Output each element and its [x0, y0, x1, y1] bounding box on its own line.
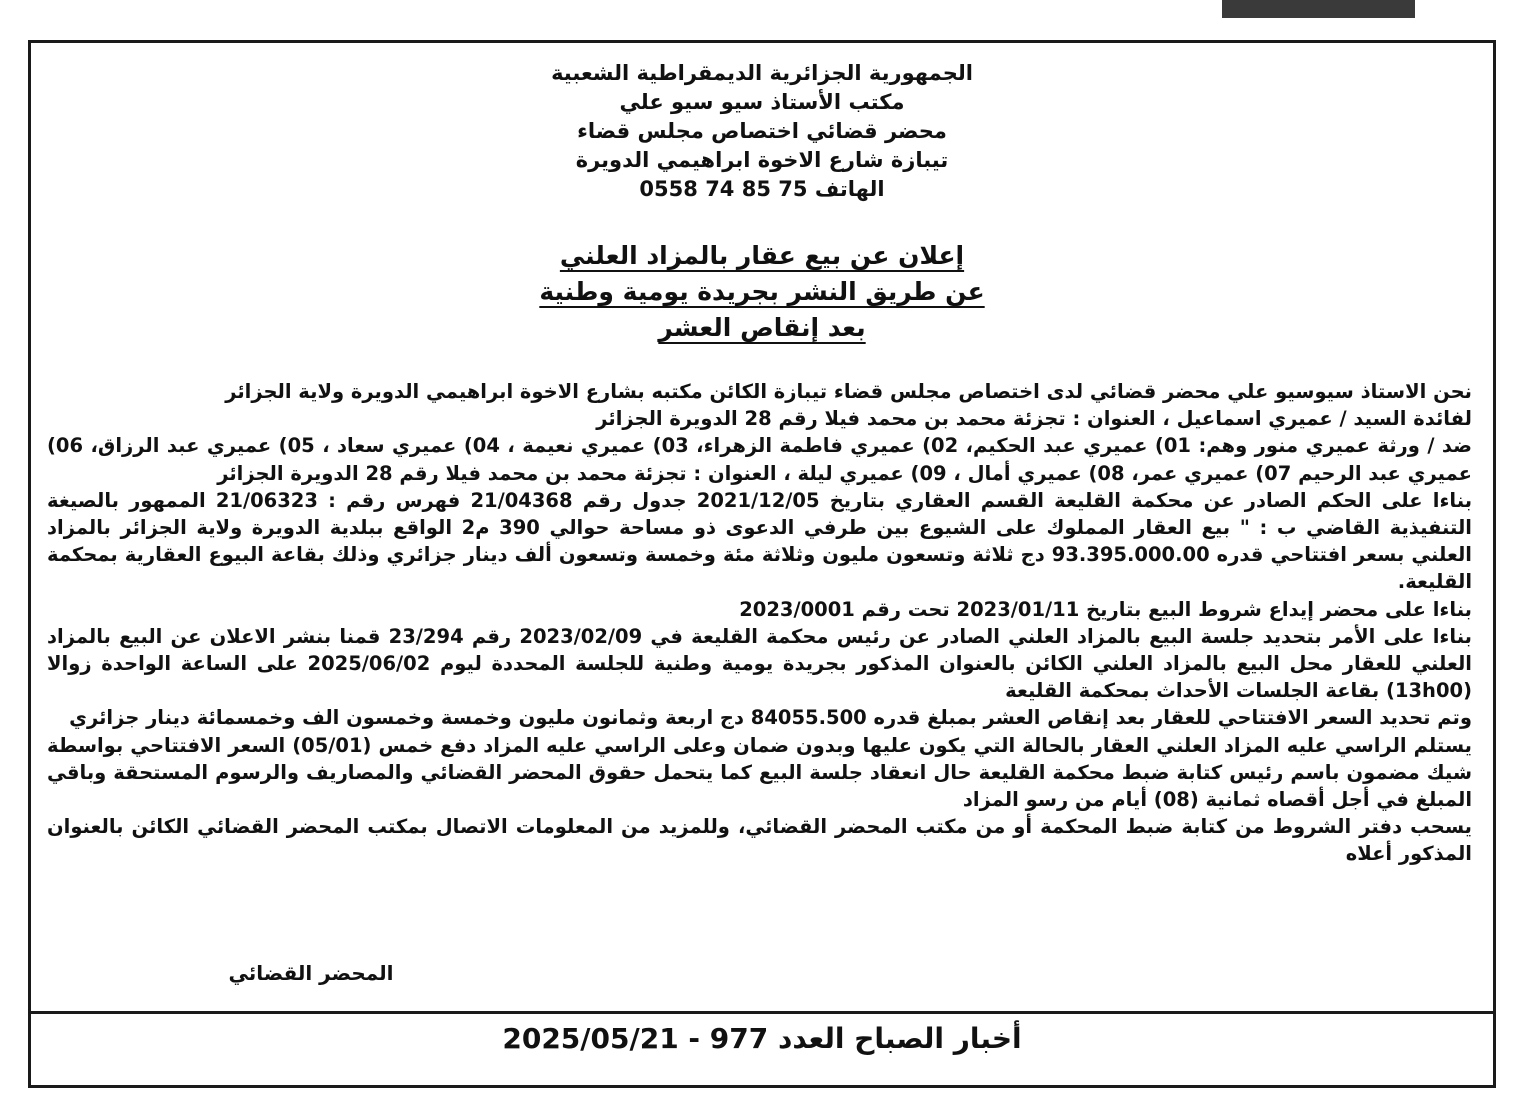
paragraph-order: بناءا على الأمر بتحديد جلسة البيع بالمزاد العلني الصادر عن رئيس محكمة القليعة في 2023/02/09 رقم 23/294 قمنا بنشر الاعلان عن البيع بالمزاد العلني للعقار محل البيع بالمزاد العلني الكائن بالعنوان المذكور بجريدة يومية وطنية للجلسة المحددة ليوم 2025/06/02 على الساعة الواحدة زوالا (13h00) بقاعة الجلسات الأحداث بمحكمة القليعة	[47, 624, 1472, 703]
header-republic: الجمهورية الجزائرية الديمقراطية الشعبية	[551, 61, 973, 85]
paragraph-conditions-deposit: بناءا على محضر إيداع شروط البيع بتاريخ 2023/01/11 تحت رقم 2023/0001	[739, 597, 1472, 621]
announcement-title	[31, 238, 1493, 346]
paragraph-bailiff: نحن الاستاذ سيوسيو علي محضر قضائي لدى اختصاص مجلس قضاء تيبازة الكائن مكتبه بشارع الاخوة ابراهيمي الدويرة ولاية الجزائر	[225, 380, 1472, 403]
paragraph-contact: يسحب دفتر الشروط من كتابة ضبط المحكمة أو من مكتب المحضر القضائي، وللمزيد من المعلومات الاتصال بمكتب المحضر القضائي الكائن بالعنوان المذكور أعلاه	[47, 815, 1472, 866]
announcement-body	[47, 378, 1472, 868]
announcement-frame	[28, 40, 1496, 1088]
header-office: مكتب الأستاذ سيو سيو علي	[619, 90, 905, 114]
title-line-2: عن طريق النشر بجريدة يومية وطنية	[539, 277, 985, 306]
title-line-1: إعلان عن بيع عقار بالمزاد العلني	[559, 241, 965, 270]
paragraph-payment-terms: يستلم الراسي عليه المزاد العلني العقار بالحالة التي يكون عليها وبدون ضمان وعلى الراسي عليه المزاد دفع خمس (05/01) السعر الافتتاحي بواسطة شيك مضمون باسم رئيس كتابة ضبط محكمة القليعة حال انعقاد جلسة البيع كما يتحمل حقوق المحضر القضائي والمصاريف والرسوم المستحقة وباقي المبلغ في أجل أقصاه ثمانية (08) أيام من رسو المزاد	[47, 733, 1472, 812]
header-phone: الهاتف 75 85 74 0558	[639, 177, 885, 201]
footer-divider	[31, 1011, 1493, 1014]
signature: المحضر القضائي	[228, 961, 394, 985]
header-address: تيبازة شارع الاخوة ابراهيمي الدويرة	[575, 148, 949, 172]
publication-footer: 2025/05/21 - أخبار الصباح العدد 977	[502, 1022, 1022, 1055]
office-header	[31, 59, 1493, 204]
paragraph-defendants: ضد / ورثة عميري منور وهم: 01) عميري عبد الحكيم، 02) عميري فاطمة الزهراء، 03) عميري نعيمة ، 04) عميري سعاد ، 05) عميري عبد الرزاق، 06) عميري عبد الرحيم 07) عميري عمر، 08) عميري أمال ، 09) عميري ليلة ، العنوان : تجزئة محمد بن محمد فيلا رقم 28 الدويرة الجزائر	[47, 434, 1473, 485]
top-corner-bar	[1222, 0, 1415, 18]
paragraph-opening-price: وتم تحديد السعر الافتتاحي للعقار بعد إنقاص العشر بمبلغ قدره 84055.500 دج اربعة وثمانون مليون وخمسة وخمسون الف وخمسمائة دينار جزائري	[69, 706, 1472, 730]
title-line-3: بعد إنقاص العشر	[658, 313, 866, 342]
paragraph-beneficiary: لفائدة السيد / عميري اسماعيل ، العنوان : تجزئة محمد بن محمد فيلا رقم 28 الدويرة الجزائر	[596, 407, 1472, 431]
header-bailiff: محضر قضائي اختصاص مجلس قضاء	[577, 119, 947, 143]
paragraph-judgment: بناءا على الحكم الصادر عن محكمة القليعة القسم العقاري بتاريخ 2021/12/05 جدول رقم 21/04368 فهرس رقم : 21/06323 الممهور بالصيغة التنفيذية القاضي ب : " بيع العقار المملوك على الشيوع بين طرفي الدعوى ذو مساحة حوالي 390 م2 الواقع ببلدية الدويرة ولاية الجزائر بالمزاد العلني بسعر افتتاحي قدره 93.395.000.00 دج ثلاثة وتسعون مليون وثلاثة مئة وخمسة وتسعون ألف دينار جزائري وذلك بقاعة البيوع العقارية بمحكمة القليعة.	[47, 488, 1473, 594]
